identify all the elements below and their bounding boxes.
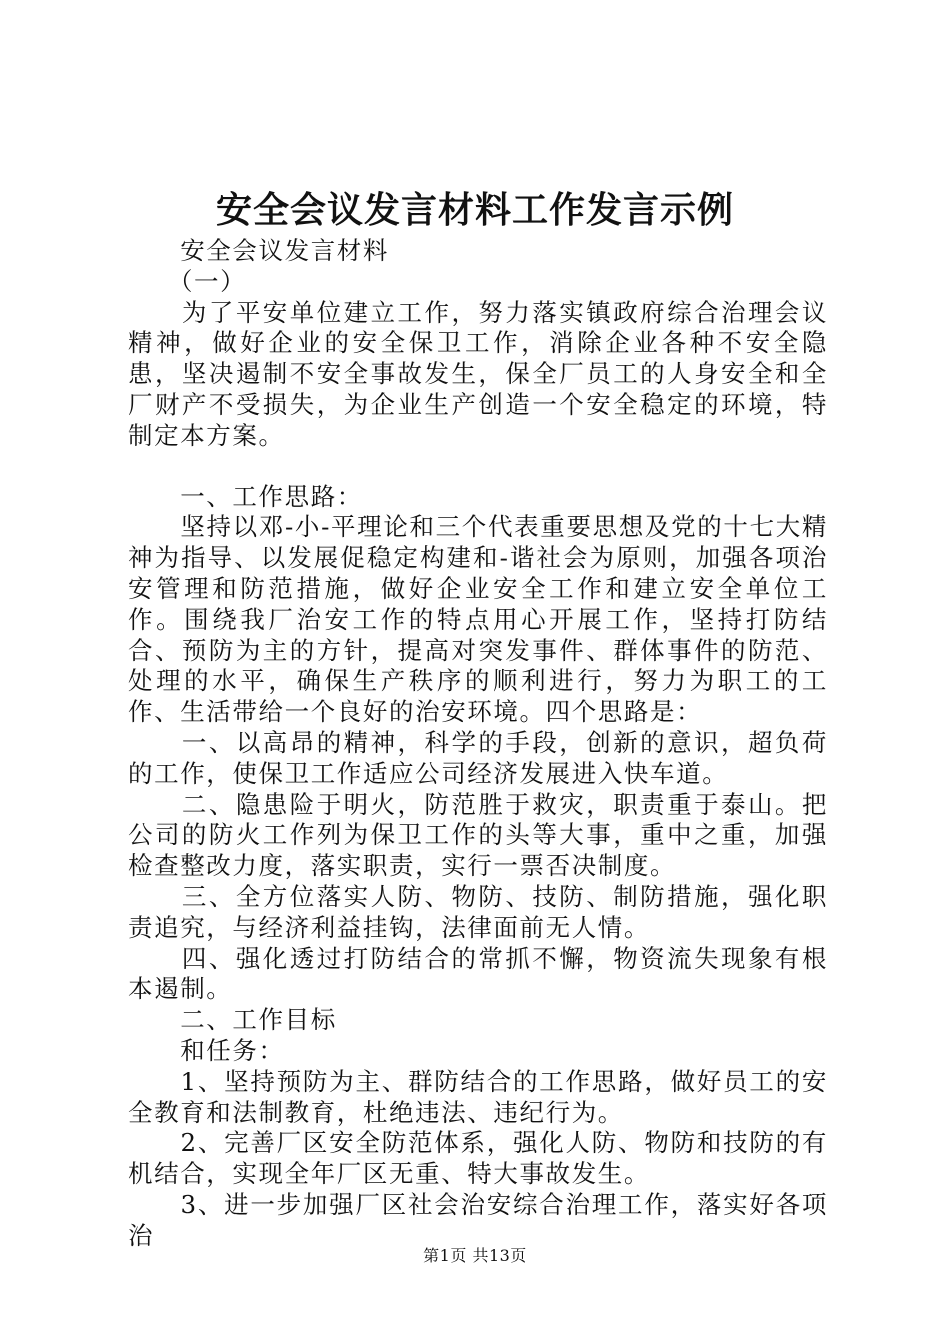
paragraph-spacer <box>128 452 828 482</box>
paragraph-task-2: 2、完善厂区安全防范体系，强化人防、物防和技防的有机结合，实现全年厂区无重、特大事故发生。 <box>128 1128 828 1189</box>
paragraph-point-4: 四、强化透过打防结合的常抓不懈，物资流失现象有根本遏制。 <box>128 943 828 1004</box>
heading-tasks: 和任务： <box>128 1035 285 1065</box>
heading-work-approach: 一、工作思路： <box>128 481 363 511</box>
page-number-footer: 第1页 共13页 <box>423 1246 527 1265</box>
paragraph-task-3: 3、进一步加强厂区社会治安综合治理工作，落实好各项治 <box>128 1189 828 1250</box>
document-body <box>128 236 828 1252</box>
paragraph-point-2: 二、隐患险于明火，防范胜于救灾，职责重于泰山。把公司的防火工作列为保卫工作的头等大事，重中之重，加强检查整改力度，落实职责，实行一票否决制度。 <box>128 789 828 881</box>
paragraph-point-3: 三、全方位落实人防、物防、技防、制防措施，强化职责追究，与经济利益挂钩，法律面前无人情。 <box>128 881 828 942</box>
paragraph-approach: 坚持以邓-小-平理论和三个代表重要思想及党的十七大精神为指导、以发展促稳定构建和-谐社会为原则，加强各项治安管理和防范措施，做好企业安全工作和建立安全单位工作。围绕我厂治安工作的特点用心开展工作，坚持打防结合、预防为主的方针，提高对突发事件、群体事件的防范、处理的水平，确保生产秩序的顺利进行，努力为职工的工作、生活带给一个良好的治安环境。四个思路是： <box>128 512 828 727</box>
paragraph-intro: 为了平安单位建立工作，努力落实镇政府综合治理会议精神，做好企业的安全保卫工作，消除企业各种不安全隐患，坚决遏制不安全事故发生，保全厂员工的人身安全和全厂财产不受损失，为企业生产创造一个安全稳定的环境，特制定本方案。 <box>128 297 828 450</box>
paragraph-task-1: 1、坚持预防为主、群防结合的工作思路，做好员工的安全教育和法制教育，杜绝违法、违纪行为。 <box>128 1066 828 1127</box>
paragraph-section-marker: （一） <box>128 266 247 296</box>
paragraph-subtitle: 安全会议发言材料 <box>128 236 389 265</box>
document-title: 安全会议发言材料工作发言示例 <box>215 189 734 231</box>
paragraph-point-1: 一、以高昂的精神，科学的手段，创新的意识，超负荷的工作，使保卫工作适应公司经济发展进入快车道。 <box>128 727 828 788</box>
heading-work-goals: 二、工作目标 <box>128 1005 337 1035</box>
